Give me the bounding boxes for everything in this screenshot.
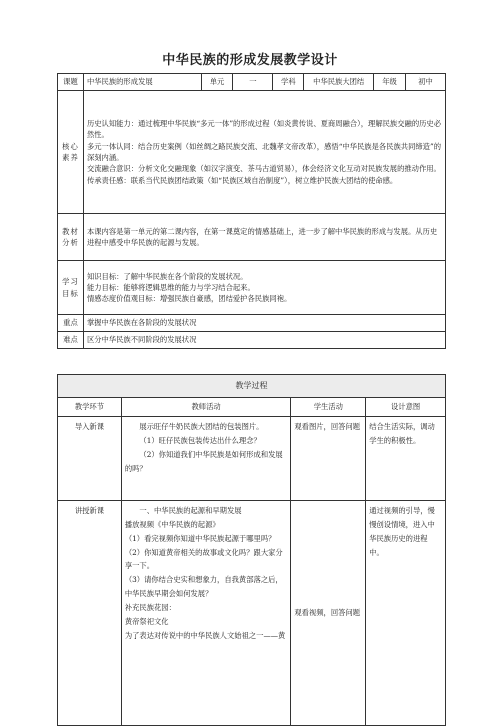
key-point-content: 掌握中华民族在各阶段的发展状况 [83, 315, 445, 332]
column-header: 设计意图 [366, 398, 446, 417]
difficulty-content: 区分中华民族不同阶段的发展状况 [83, 332, 445, 349]
unit-label: 单元 [201, 74, 233, 91]
column-header: 教师活动 [121, 398, 291, 417]
analysis-label: 教材分析 [58, 214, 84, 261]
difficulty-label: 难点 [58, 332, 84, 349]
teacher-line: （1）看完视频你知道中华民族起源于哪里吗？ [124, 533, 276, 543]
core-content [83, 91, 445, 214]
teacher-line: 一、中华民族的起源和早期发展 [139, 506, 242, 515]
intro-teacher [121, 417, 291, 501]
goals-content [83, 261, 445, 315]
new-stage: 讲授新课 [58, 501, 122, 726]
core-line: 多元一体认同：结合历史案例（如丝绸之路民族交流、北魏孝文帝改革），感悟“中华民族是各民族共同缔造”的深刻内涵。 [86, 141, 442, 162]
student-text: 观看图片，回答问题 [294, 422, 361, 431]
difficulty-row [58, 332, 446, 349]
teacher-line: 播放视频《中华民族的起源》 [124, 519, 220, 529]
teacher-line: 为了表达对传说中的中华民族人文始祖之一——黄 [124, 630, 286, 640]
goal-line: 能力目标：能够将逻辑思维的能力与学习结合起来。 [86, 282, 255, 292]
goals-label: 学习目标 [58, 261, 84, 315]
analysis-row [58, 214, 446, 261]
intro-stage: 导入新课 [58, 417, 122, 501]
process-header-row [58, 375, 446, 398]
core-label: 核心素养 [58, 91, 84, 214]
process-header: 教学过程 [58, 375, 446, 398]
course-value: 中华民族的形成发展 [83, 74, 201, 91]
core-line: 传承责任感：联系当代民族团结政策（如“民族区域自治制度”），树立维护民族大团结的使命感。 [86, 175, 398, 185]
column-header: 学生活动 [291, 398, 366, 417]
intro-row [58, 417, 446, 501]
unit-value: 一 [233, 74, 273, 91]
student-text: 观看视频，回答问题 [294, 608, 361, 618]
process-table [57, 374, 446, 726]
teacher-line: （1）旺仔民族包装传达出什么理念？ [139, 435, 261, 445]
course-row [58, 74, 446, 91]
teacher-line: 补充民族花园： [124, 603, 176, 613]
document-title: 中华民族的形成发展教学设计 [162, 53, 338, 68]
teacher-line: （3）请你结合史实和想象力，自我黄部落之后，中华民族早期会如何发展？ [124, 575, 283, 599]
subject-label: 学科 [273, 74, 304, 91]
analysis-content: 本课内容是第一单元的第二课内容，在第一课奠定的情感基础上，进一步了解中华民族的形成与发展。从历史进程中感受中华民族的起源与发展。 [83, 214, 445, 261]
new-lesson-row [58, 501, 446, 726]
column-header-row [58, 398, 446, 417]
new-student [291, 501, 366, 726]
new-intent [366, 501, 446, 726]
info-table [57, 73, 446, 349]
teacher-line: （2）你知道我们中华民族是如何形成和发展的吗？ [124, 449, 283, 473]
intro-student [291, 417, 366, 501]
new-teacher [121, 501, 291, 726]
grade-label: 年级 [374, 74, 406, 91]
grade-value: 初中 [406, 74, 446, 91]
intent-text: 结合生活实际，调动学生的积极性。 [369, 422, 435, 445]
goal-line: 情感态度价值观目标：增强民族自豪感，团结爱护各民族同袍。 [86, 294, 292, 304]
core-row [58, 91, 446, 214]
intent-text: 通过视频的引导，慢慢创设情境，进入中华民族历史的进程中。 [369, 506, 435, 557]
goal-line: 知识目标：了解中华民族在各个阶段的发展状况。 [86, 271, 248, 281]
key-point-label: 重点 [58, 315, 84, 332]
intro-intent [366, 417, 446, 501]
course-label: 课题 [58, 74, 84, 91]
teacher-line: 展示旺仔牛奶民族大团结的包装图片。 [139, 422, 264, 431]
key-point-row [58, 315, 446, 332]
core-line: 历史认知能力：通过梳理中华民族“多元一体”的形成过程（如炎黄传说、夏商周融合），理解民族交融的历史必然性。 [86, 119, 442, 140]
teacher-line: 黄帝祭祀文化 [124, 616, 169, 626]
teacher-line: （2）你知道黄帝相关的故事或文化吗？跟大家分享一下。 [124, 547, 283, 571]
core-line: 交流融合意识：分析文化交融现象（如汉字演变、茶马古道贸易），体会经济文化互动对民族发展的推动作用。 [86, 164, 441, 174]
subject-value: 中华民族大团结 [304, 74, 374, 91]
column-header: 教学环节 [58, 398, 122, 417]
goals-row [58, 261, 446, 315]
